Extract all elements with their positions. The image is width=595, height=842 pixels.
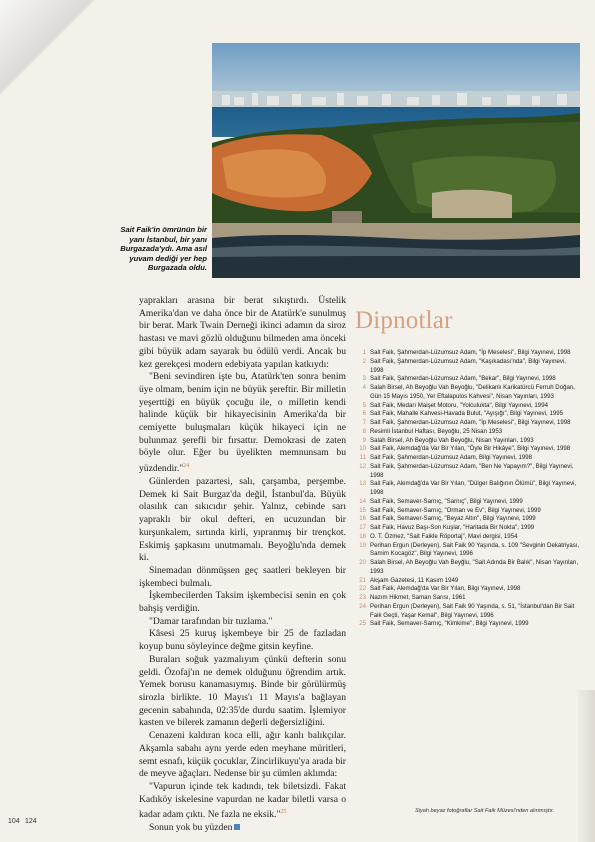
footnote-number: 9: [362, 436, 366, 444]
footnote-number: 11: [359, 454, 366, 461]
footnote-number: 17: [359, 524, 366, 531]
footnote-number: 3: [362, 375, 366, 383]
article-body: [139, 295, 346, 835]
paragraph: [139, 781, 346, 822]
footnote-number: 4: [362, 384, 366, 391]
closing-text: Sonun yok bu yüzden: [149, 822, 233, 834]
footnote-text: Sait Faik, Alemdağ'da Var Bir Yılan, "Öyle Bir Hikâye", Bilgi Yayınevi, 1998: [370, 445, 571, 453]
page-edge: [578, 690, 595, 842]
paragraph: yaprakları arasına bir berat sıkıştırdı. Üstelik Amerika'dan ve daha önce bir de Atatürk'e sunulmuş bir berat. Mark Twain Derneği ikinci adamın da siroz hastası ve mavi gözlü olduğunu bilmeden ama önceki gibi büyük adam sayarak bu ödülü verdi. Ancak bu kez gerekçesi modern edebiyata yapılan katkıydı:: [139, 295, 346, 370]
footnote-text: Sait Faik, Şahmerdan-Lüzumsuz Adam, "Kaşıkadası'nda", Bilgi Yayınevi, 1998: [370, 357, 566, 374]
footnote-text: Sait Faik, Semaver-Sarnıç, "Sarnıç", Bilgi Yayınevi, 1999: [370, 497, 523, 505]
footnote-text: Salah Birsel, Ah Beyoğlu Vah Beyoğlu, "Delikanlı Karikatürcü Ferruh Doğan, Gün 15 Mayıs 1950, Yer Eftalapulos Kahvesi", Nisan Yayınları, 1993: [370, 384, 575, 400]
footnote-item: [356, 524, 581, 533]
footnote-text: Perihan Ergun (Derleyen), Sait Faik 90 Yaşında, s. 51, "İstanbul'dan Bir Sait Faik Geçti, Yaşar Kemal", Bilgi Yayınevi, 1996: [370, 602, 575, 619]
footnote-text: Sait Faik, Şahmerdan-Lüzumsuz Adam, "İp Meselesi", Bilgi Yayınevi, 1998: [370, 349, 571, 356]
footnote-text: Sait Faik, Medarı Maişet Motoru, "Yolculukta", Bilgi Yayınevi, 1994: [370, 401, 548, 409]
footnote-text: O. T. Özmez, "Sait Faikle Röportaj", Mavi dergisi, 1954: [370, 532, 518, 540]
footnote-item: [356, 559, 581, 577]
page-number-right: 124: [25, 818, 37, 825]
photo-caption: Sait Faik'in ömrünün bir yanı İstanbul, bir yanı Burgazada'ydı. Ama asıl yuvam dediği yer hep Burgazada oldu.: [120, 225, 207, 273]
footnote-item: [356, 577, 581, 586]
footnote-text: Sait Faik, Şahmerdan-Lüzumsuz Adam, Bilgi Yayınevi, 1998: [370, 454, 533, 461]
footnote-item: [356, 603, 581, 621]
quote-text: "Vapurun içinde tek kadındı, tek biletsizdi. Fakat Kadıköy iskelesine vapurdan ne kadar biletli varsa o kadar adam çıktı. Ne fazla ne eksik.": [139, 780, 346, 821]
footnote-item: [356, 384, 581, 402]
footnote-item: [356, 428, 581, 437]
notes-title: Dipnotlar: [355, 307, 453, 334]
footnote-number: 5: [362, 401, 366, 409]
page-number-left: 104: [8, 818, 20, 825]
footnote-number: 8: [362, 427, 366, 435]
footnote-number: 7: [362, 419, 366, 426]
footnote-text: Nazım Hikmet, Saman Sarısı, 1961: [370, 594, 466, 601]
footnote-item: [356, 533, 581, 542]
footnote-number: 6: [362, 410, 366, 418]
footnote-text: Sait Faik, Şahmerdan-Lüzumsuz Adam, "Ben Ne Yapayım?", Bilgi Yayınevi, 1998: [370, 462, 574, 479]
footnote-number: 25: [359, 620, 366, 628]
footnote-item: [356, 454, 581, 463]
quote-text: "Beni sevindiren işte bu, Atatürk'ten sonra benim üye olmam, benim için ne büyük şereftir. Bir milletin yeşerttiği en büyük çocuğu ile, o milletin kendi halinde küçük bir hikayecisinin Amerika'da bir cemiyette buluşmaları küçük hikayeci için ne bulunmaz şerefli bir fırsattır. Demokrasi de zaten böyle olur. Eğer bu üyelikten memnunsam bu yüzdendir.": [139, 371, 346, 475]
footnote-number: 22: [359, 585, 366, 593]
footnote-text: Perihan Ergun (Derleyen), Sait Faik 90 Yaşında, s. 109 "Sevginin Dekatriyası, Samim Kocagöz", Bilgi Yayınevi, 1996: [370, 541, 580, 558]
footnote-number: 13: [359, 480, 366, 488]
footnote-item: [356, 542, 581, 560]
page-corner-fold-shade: [0, 0, 95, 95]
paragraph: "Damar tarafından bir tuzlama.": [149, 615, 273, 627]
footnote-item: [356, 620, 581, 629]
footnote-text: Sait Faik, Semaver-Sarnıç, "Beyaz Altın", Bilgi Yayınevi, 1999: [370, 515, 536, 523]
footnote-ref-24[interactable]: 24: [183, 463, 190, 470]
footnote-number: 15: [359, 506, 366, 514]
footnote-number: 10: [359, 445, 366, 453]
footnote-item: [356, 507, 581, 516]
paragraph: [139, 371, 346, 476]
paragraph: [139, 822, 346, 835]
footnote-item: [356, 594, 581, 603]
footnote-item: [356, 480, 581, 498]
footnote-item: [356, 358, 581, 376]
footnote-text: Sait Faik, Semaver-Sarnıç, "Kimkime", Bilgi Yayınevi, 1999: [370, 620, 529, 628]
photo-credit: Siyah beyaz fotoğraflar Sait Faik Müzesi'nden alınmıştır.: [415, 808, 555, 814]
footnote-text: Sait Faik, Şahmerdan-Lüzumsuz Adam, "Bekar", Bilgi Yayınevi, 1998: [370, 375, 556, 383]
footnote-number: 1: [362, 349, 366, 356]
paragraph: Cenazeni kaldıran koca elli, ağır kanlı balıkçılar. Akşamla sabahı aynı yerde eden meyhane müritleri, semt esnafı, küçük çocuklar, Zincirlikuyu'ya arada bir de meyve ağaçları. Nedense bir şu cümlen aklımda:: [139, 730, 346, 780]
footnote-text: Salah Birsel, Ah Beyoğlu Vah Beyoğlu, Nisan Yayınları, 1993: [370, 436, 534, 444]
footnote-number: 16: [359, 515, 366, 523]
footnote-number: 19: [359, 541, 366, 549]
paragraph: İşkembecilerden Taksim işkembecisi senin en çok bahşiş verdiğin.: [139, 590, 346, 615]
paragraph: Sinemadan dönmüşsen geç saatleri bekleyen bir işkembeci bulmalı.: [139, 564, 346, 589]
footnote-text: Sait Faik, Semaver-Sarnıç, "Orman ve Ev", Bilgi Yayınevi, 1999: [370, 506, 541, 514]
footnote-number: 2: [362, 357, 366, 365]
footnote-item: [356, 437, 581, 446]
footnote-number: 24: [359, 602, 366, 610]
footnote-item: [356, 585, 581, 594]
end-mark-icon: [234, 824, 240, 830]
footnote-text: Sait Faik, Havuz Başı-Son Kuşlar, "Haritada Bir Nokta", 1999: [370, 524, 535, 531]
footnote-number: 21: [359, 576, 366, 584]
burgazada-photo: [212, 43, 580, 278]
footnote-item: [356, 419, 581, 428]
footnote-text: Akşam Gazetesi, 11 Kasım 1949: [370, 576, 459, 584]
footnote-item: [356, 402, 581, 411]
footnote-item: [356, 410, 581, 419]
footnote-text: Sait Faik, Alemdağ'da Var Bir Yılan, Bilgi Yayınevi, 1998: [370, 585, 521, 593]
paragraph: Günlerden pazartesi, salı, çarşamba, perşembe. Demek ki Sait Burgaz'da değil, İstanbul'da. Büyük olasılık can sıkıcıdır şehir. Yalnız, cebinde sarı yapraklı bir okul defteri, en ucuzundan bir kurşunkalem, sırtında kirli, yıpranmış bir trençkot. Eskimiş şapkasını unutmamalı. Beyoğlu'nda demek ki.: [139, 476, 346, 564]
footnote-text: Sait Faik, Alemdağ'da Var Bir Yılan, "Dülger Balığının Ölümü", Bilgi Yayınevi, 1998: [370, 480, 577, 496]
footnote-item: [356, 445, 581, 454]
footnote-number: 12: [359, 462, 366, 470]
paragraph: Buraları soğuk yazmalıyım çünkü defterin sonu geldi. Özofaj'ın ne demek olduğunu öğrendim artık. Yemek borusu kanamasıymış. Binde bir görülürmüş sirozla birlikte. 10 Mayıs'ı 11 Mayıs'a bağlayan gecenin sabahında, 02:35'de durdu saatim. İşlemiyor kasten ve bilerek zamanın değerli değersizliğini.: [139, 653, 346, 729]
footnote-number: 14: [359, 497, 366, 505]
footnote-ref-25[interactable]: 25: [280, 809, 287, 816]
footnote-number: 20: [359, 559, 366, 566]
footnote-item: [356, 349, 581, 358]
footnote-item: [356, 498, 581, 507]
footnote-text: Sait Faik, Mahalle Kahvesi-Havada Bulut, "Ayışığı", Bilgi Yayınevi, 1995: [370, 410, 563, 418]
footnote-item: [356, 375, 581, 384]
footnote-text: Resimli İstanbul Haftası, Beyoğlu, 25 Nisan 1953: [370, 427, 503, 435]
footnotes-list: [356, 349, 581, 629]
footnote-item: [356, 515, 581, 524]
footnote-number: 18: [359, 532, 366, 540]
footnote-text: Sait Faik, Şahmerdan-Lüzumsuz Adam, "İp Meselesi", Bilgi Yayınevi, 1998: [370, 419, 571, 426]
paragraph: Kâsesi 25 kuruş işkembeye bir 25 de fazladan koyup bunu söyleyince değme gitsin keyfine.: [139, 628, 346, 653]
footnote-item: [356, 463, 581, 481]
footnote-text: Salah Birsel, Ah Beyoğlu Vah Beyğlu, "Sait Adında Bir Balık", Nisan Yayınları, 1993: [370, 559, 579, 575]
footnote-number: 23: [359, 594, 366, 601]
